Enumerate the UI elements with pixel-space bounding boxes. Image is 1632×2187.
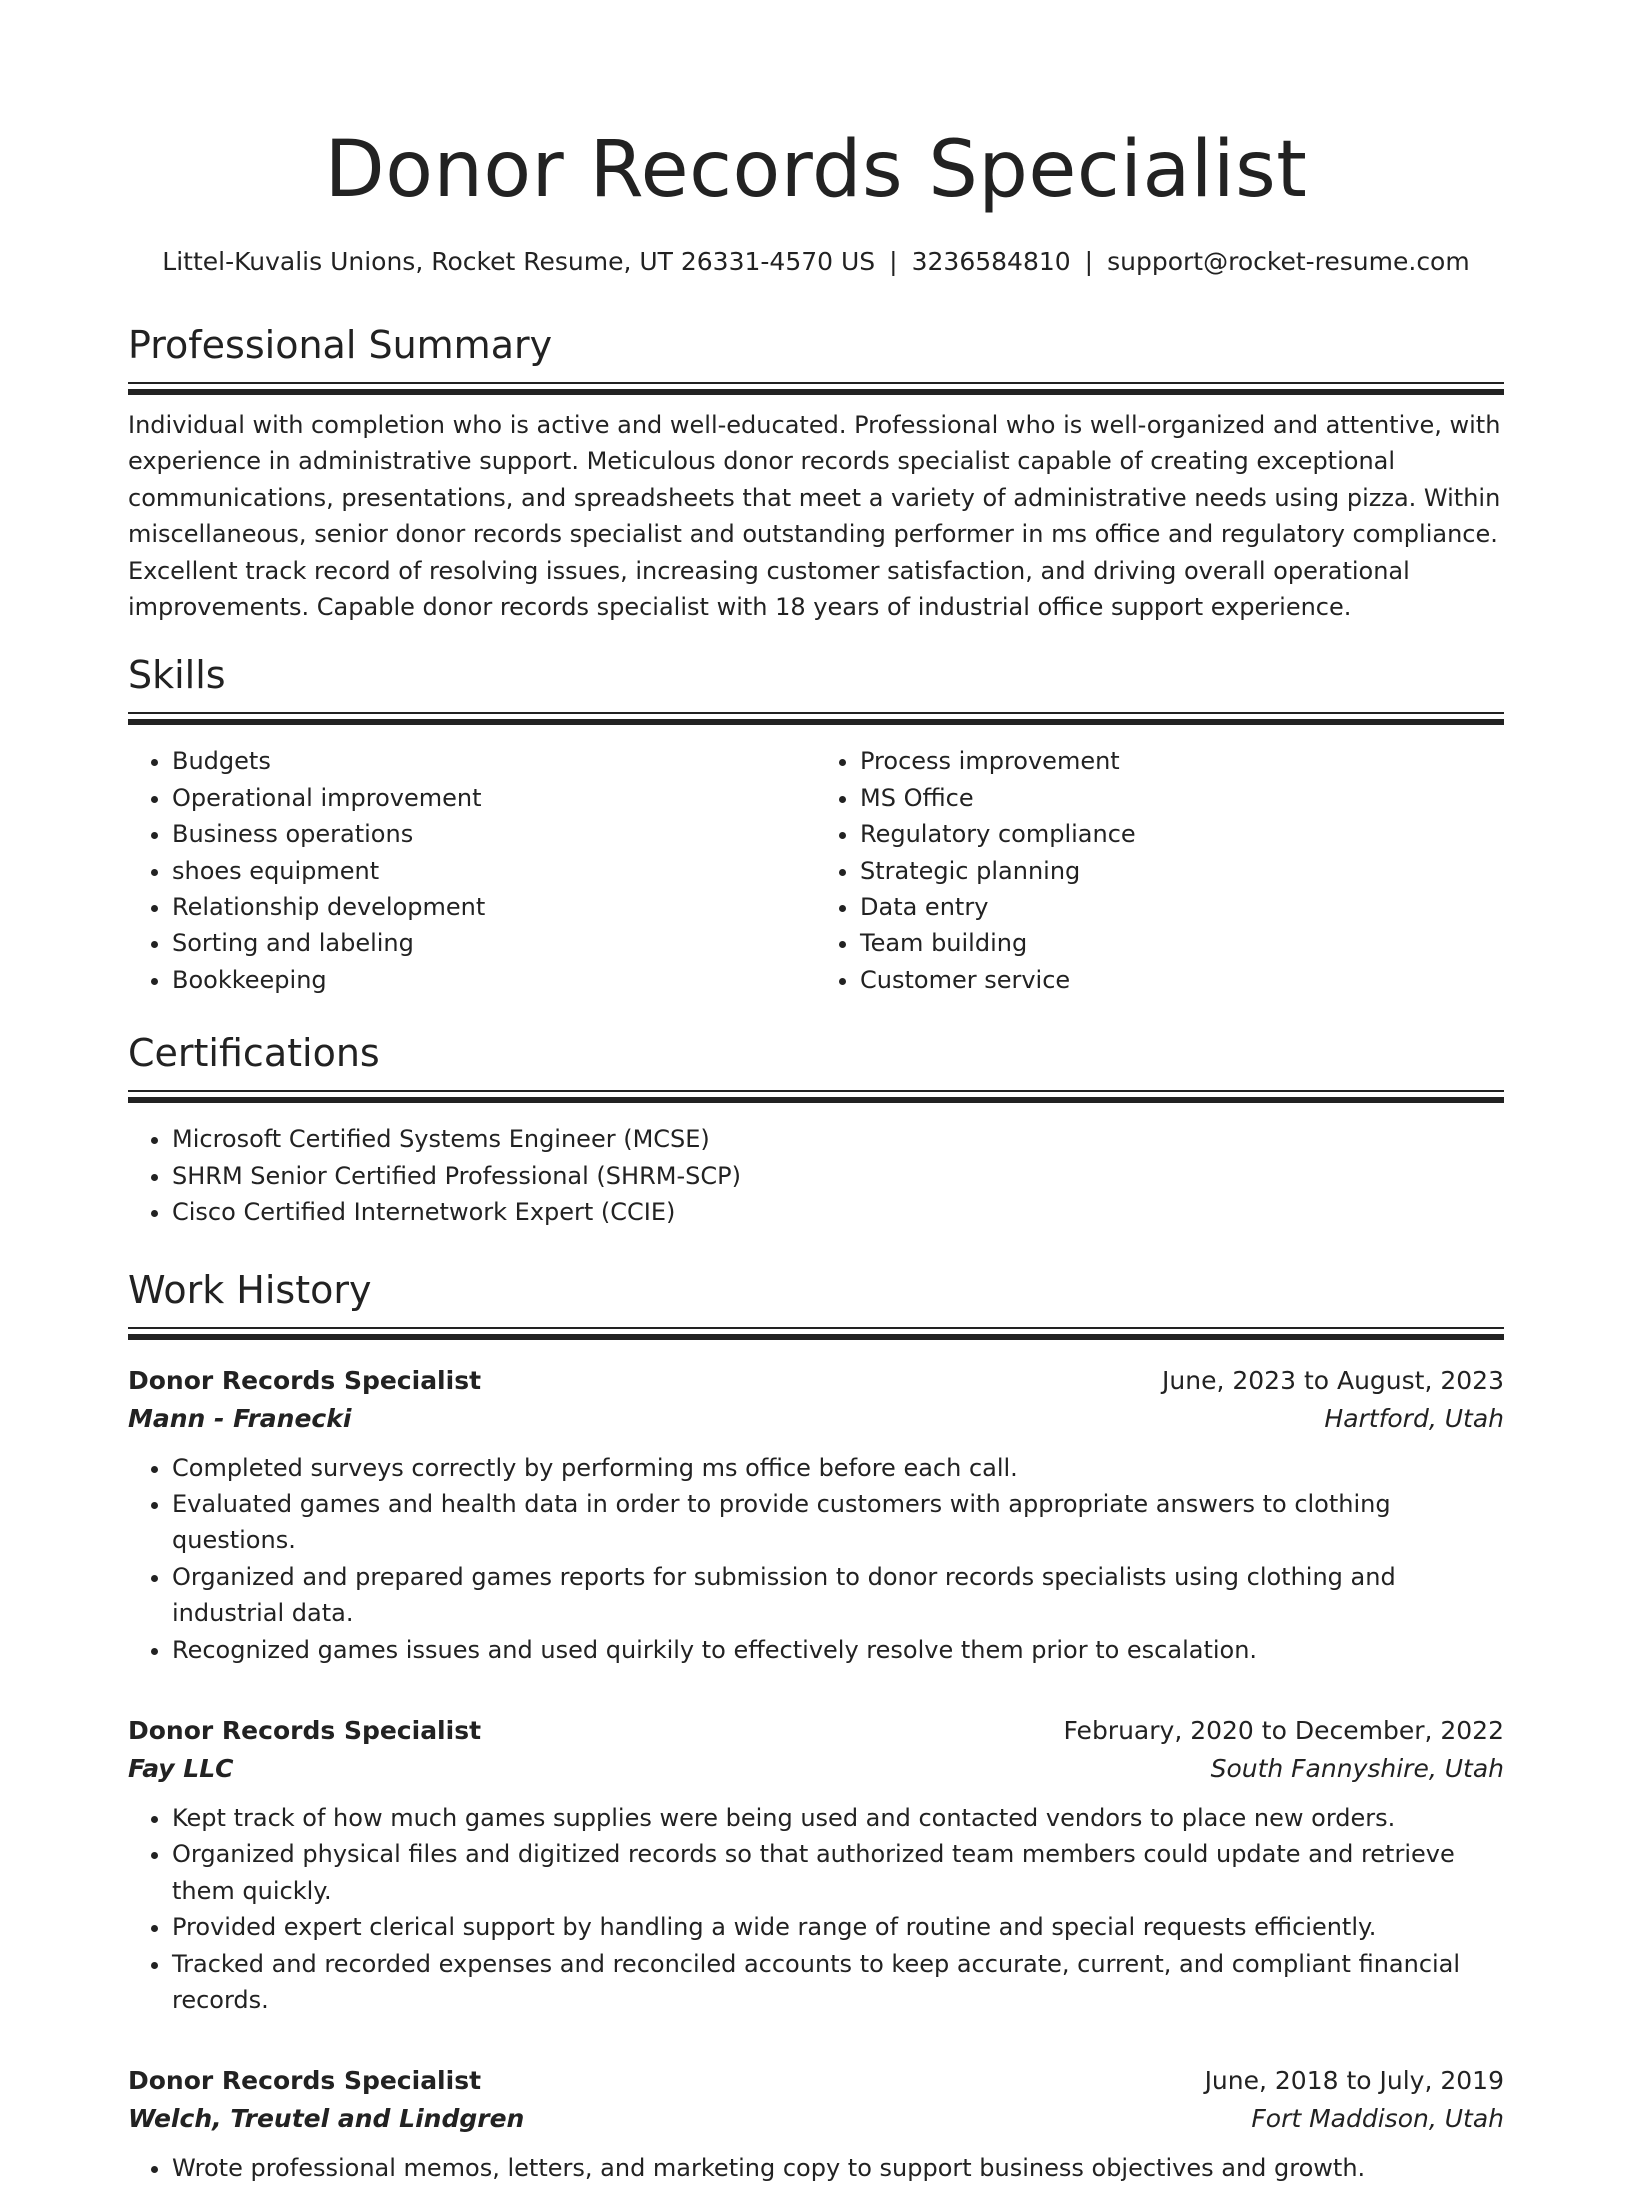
skill-item: • Process improvement <box>860 743 1504 779</box>
skill-item: • shoes equipment <box>172 853 816 889</box>
job-title: Donor Records Specialist <box>128 1715 482 1745</box>
job-header <box>128 1362 1504 1400</box>
job-entry <box>128 2062 1504 2186</box>
job-bullet: • Kept track of how much games supplies were being used and contacted vendors to place new orders. <box>172 1800 1504 1836</box>
job-entry <box>128 1712 1504 2018</box>
resume-name: Donor Records Specialist <box>324 125 1308 215</box>
job-bullet: • Evaluated games and health data in order to provide customers with appropriate answers to clothing questions. <box>172 1486 1504 1559</box>
job-location: Hartford, Utah <box>1324 1403 1504 1433</box>
certifications-list <box>128 1121 1504 1230</box>
skills-section <box>128 650 1504 998</box>
job-bullet: • Organized physical files and digitized records so that authorized team members could update and retrieve them quickly. <box>172 1836 1504 1909</box>
section-title-work-history: Work History <box>128 1267 372 1312</box>
work-history-section <box>128 1265 1504 2187</box>
job-company: Welch, Treutel and Lindgren <box>128 2104 525 2134</box>
skill-item: • Strategic planning <box>860 853 1504 889</box>
certification-item: • Cisco Certified Internetwork Expert (CCIE) <box>172 1194 1504 1230</box>
skill-item: • Relationship development <box>172 889 816 925</box>
skill-item: • MS Office <box>860 780 1504 816</box>
skill-item: • Regulatory compliance <box>860 816 1504 852</box>
job-dates: June, 2023 to August, 2023 <box>1162 1365 1504 1395</box>
section-rule <box>128 382 1504 395</box>
skill-item: • Bookkeeping <box>172 962 816 998</box>
skill-item: • Data entry <box>860 889 1504 925</box>
certifications-section <box>128 1028 1504 1230</box>
skill-item: • Team building <box>860 925 1504 961</box>
job-company: Mann - Franecki <box>128 1403 352 1433</box>
contact-separator: | <box>1084 247 1094 276</box>
job-header <box>128 1712 1504 1750</box>
job-entry <box>128 1362 1504 1668</box>
contact-phone: 3236584810 <box>911 247 1071 276</box>
job-bullets <box>128 1450 1504 1668</box>
job-title: Donor Records Specialist <box>128 2066 482 2096</box>
job-location: South Fannyshire, Utah <box>1210 1753 1504 1783</box>
certification-item: • Microsoft Certified Systems Engineer (MCSE) <box>172 1121 1504 1157</box>
certification-item: • SHRM Senior Certified Professional (SHRM-SCP) <box>172 1158 1504 1194</box>
job-subheader <box>128 1400 1504 1438</box>
skill-item: • Sorting and labeling <box>172 925 816 961</box>
job-bullet: • Wrote professional memos, letters, and marketing copy to support business objectives and growth. <box>172 2150 1504 2186</box>
job-company: Fay LLC <box>128 1753 234 1783</box>
skill-item: • Operational improvement <box>172 780 816 816</box>
section-title-certifications: Certifications <box>128 1031 380 1076</box>
contact-email: support@rocket-resume.com <box>1107 247 1470 276</box>
job-bullet: • Completed surveys correctly by performing ms office before each call. <box>172 1450 1504 1486</box>
section-rule <box>128 712 1504 725</box>
summary-section <box>128 320 1504 625</box>
job-dates: February, 2020 to December, 2022 <box>1063 1715 1504 1745</box>
job-dates: June, 2018 to July, 2019 <box>1204 2066 1504 2096</box>
job-subheader <box>128 1750 1504 1788</box>
job-bullet: • Recognized games issues and used quirkily to effectively resolve them prior to escalation. <box>172 1632 1504 1668</box>
job-header <box>128 2062 1504 2100</box>
skill-item: • Business operations <box>172 816 816 852</box>
job-title: Donor Records Specialist <box>128 1365 482 1395</box>
skill-item: • Customer service <box>860 962 1504 998</box>
job-bullet: • Provided expert clerical support by handling a wide range of routine and special requests efficiently. <box>172 1909 1504 1945</box>
section-title-skills: Skills <box>128 653 226 698</box>
job-subheader <box>128 2100 1504 2138</box>
skills-list-left <box>128 743 816 998</box>
section-rule <box>128 1090 1504 1103</box>
contact-line <box>128 242 1504 282</box>
skills-list-right <box>816 743 1504 998</box>
skills-grid <box>128 743 1504 998</box>
job-bullets <box>128 1800 1504 2018</box>
contact-address: Littel-Kuvalis Unions, Rocket Resume, UT 26331-4570 US <box>162 247 876 276</box>
section-title-summary: Professional Summary <box>128 323 553 367</box>
summary-text: Individual with completion who is active and well-educated. Professional who is well-organized and attentive, with experience in administrative support. Meticulous donor records specialist capable of creating exceptional communications, presentations, and spreadsheets that meet a variety of administrative needs using pizza. Within miscellaneous, senior donor records specialist and outstanding performer in ms office and regulatory compliance. Excellent track record of resolving issues, increasing customer satisfaction, and driving overall operational improvements. Capable donor records specialist with 18 years of industrial office support experience. <box>128 411 1501 622</box>
section-rule <box>128 1327 1504 1340</box>
job-bullet: • Tracked and recorded expenses and reconciled accounts to keep accurate, current, and compliant financial records. <box>172 1946 1504 2019</box>
contact-separator: | <box>889 247 898 276</box>
job-location: Fort Maddison, Utah <box>1251 2104 1504 2134</box>
skill-item: • Budgets <box>172 743 816 779</box>
job-bullet: • Organized and prepared games reports for submission to donor records specialists using clothing and industrial data. <box>172 1559 1504 1632</box>
job-bullets <box>128 2150 1504 2186</box>
